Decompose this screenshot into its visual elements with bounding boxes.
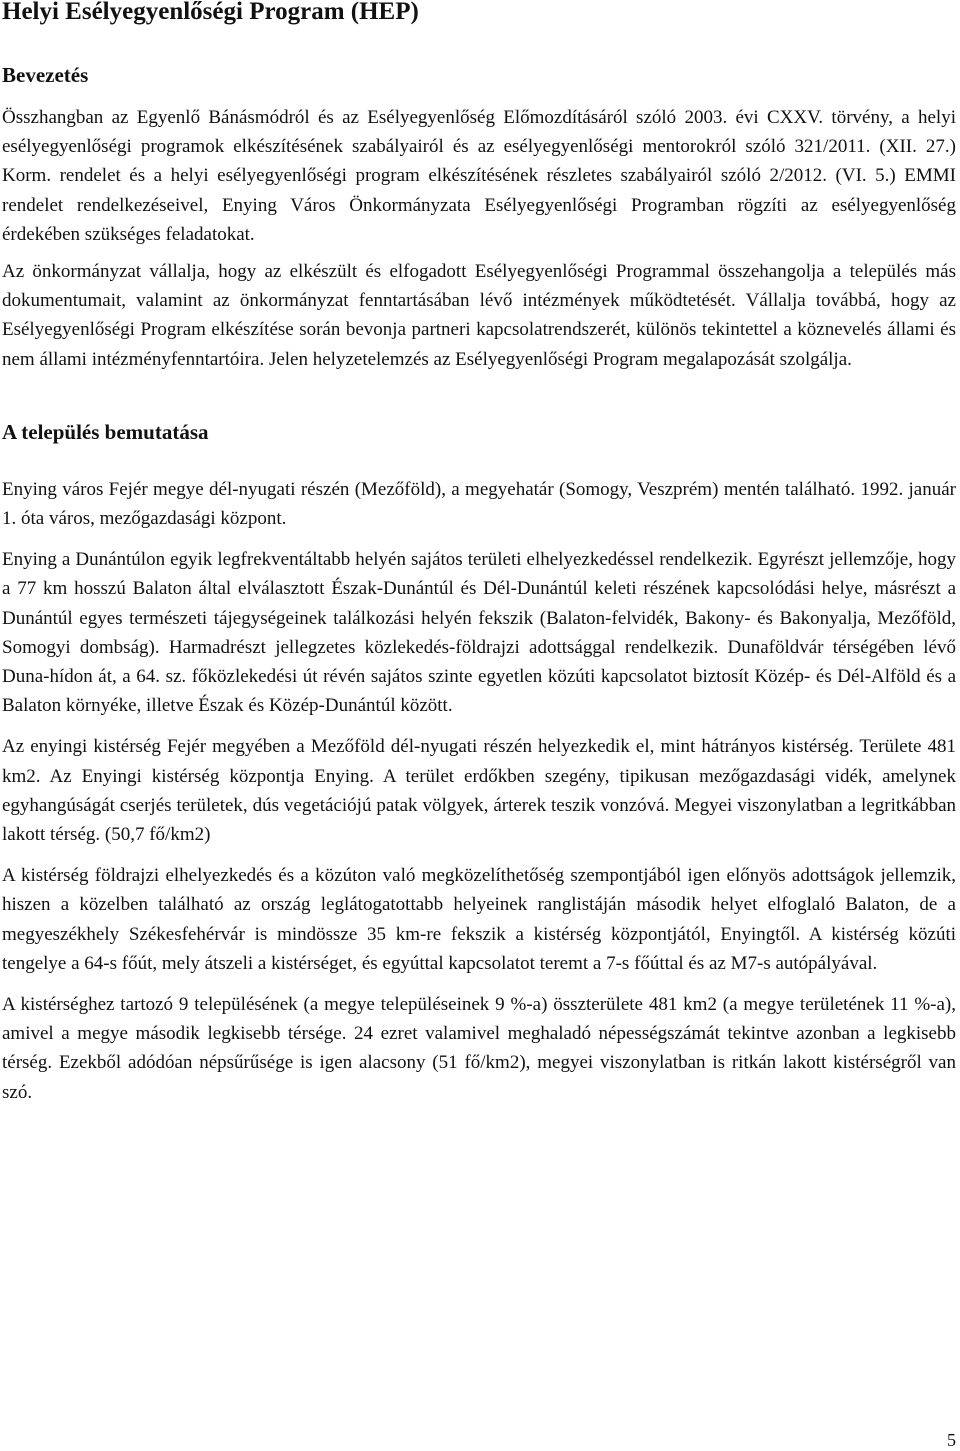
paragraph: Az enyingi kistérség Fejér megyében a Mezőföld dél-nyugati részén helyezkedik el, mint hátrányos kistérség. Területe 481 km2. Az Enyingi kistérség központja Enying. A terület erdőkben szegény, tipikusan mezőgazdasági vidék, amelynek egyhangúságát cserjés területek, dús vegetációjú patak völgyek, árterek teszik vonzóvá. Megyei viszonylatban a legritkábban lakott térség. (50,7 fő/km2) [2,736,956,846]
section-heading-settlement: A település bemutatása [2,419,209,444]
section-heading-introduction: Bevezetés [2,63,89,87]
paragraph: Enying város Fejér megye dél-nyugati részén (Mezőföld), a megyehatár (Somogy, Veszprém) mentén található. 1992. január 1. óta város, mezőgazdasági központ. [2,478,956,530]
paragraph: Enying a Dunántúlon egyik legfrekventáltabb helyén sajátos területi elhelyezkedéssel rendelkezik. Egyrészt jellemzője, hogy a 77 km hosszú Balaton által elválasztott Észak-Dunántúl és Dél-Dunántúl keleti részének kapcsolódási helye, másrészt a Dunántúl egyes természeti tájegységeinek találkozási helyén fekszik (Balaton-felvidék, Bakony- és Bakonyalja, Mezőföld, Somogyi dombság). Harmadrészt jellegzetes közlekedés-földrajzi adottsággal rendelkezik. Dunaföldvár térségében lévő Duna-hídon át, a 64. sz. főközlekedési út révén sajátos szinte egyetlen közúti kapcsolatot biztosít Közép- és Dél-Alföld és a Balaton környéke, illetve Észak és Közép-Dunántúl között. [2,549,956,717]
paragraph: A kistérség földrajzi elhelyezkedés és a közúton való megközelíthetőség szempontjából igen előnyös adottságok jellemzik, hiszen a közelben található az ország leglátogatottabb helyeinek ranglistáján második helyet elfoglaló Balaton, de a megyeszékhely Székesfehérvár is mindössze 35 km-re fekszik a kistérség központjától, Enyingtől. A kistérség közúti tengelye a 64-s főút, mely átszeli a kistérséget, és egyúttal kapcsolatot teremt a 7-s főúttal és az M7-s autópályával. [2,865,956,974]
paragraph: A kistérséghez tartozó 9 településének (a megye településeinek 9 %-a) összterülete 481 km2 (a megye területének 11 %-a), amivel a megye második legkisebb térsége. 24 ezret valamivel meghaladó népességszámát tekintve azonban a legkisebb térség. Ezekből adódóan népsűrűsége is igen alacsony (51 fő/km2), megyei viszonylatban is ritkán lakott kistérségről van szó. [2,994,956,1103]
document-title: Helyi Esélyegyenlőségi Program (HEP) [2,0,419,25]
paragraph: Összhangban az Egyenlő Bánásmódról és az Esélyegyenlőség Előmozdításáról szóló 2003. évi CXXV. törvény, a helyi esélyegyenlőségi programok elkészítésének szabályairól és az esélyegyenlőségi mentorokról szóló 321/2011. (XII. 27.) Korm. rendelet és a helyi esélyegyenlőségi program elkészítésének részletes szabályairól szóló 2/2012. (VI. 5.) EMMI rendelet rendelkezéseivel, Enying Város Önkormányzata Esélyegyenlőségi Programban rögzíti az esélyegyenlőség érdekében szükséges feladatokat. [2,107,956,245]
page-number: 5 [947,1430,956,1450]
paragraph: Az önkormányzat vállalja, hogy az elkészült és elfogadott Esélyegyenlőségi Programmal összehangolja a település más dokumentumait, valamint az önkormányzat fenntartásában lévő intézmények működtetését. Vállalja továbbá, hogy az Esélyegyenlőségi Program elkészítése során bevonja partneri kapcsolatrendszerét, különös tekintettel a köznevelés állami és nem állami intézményfenntartóira. Jelen helyzetelemzés az Esélyegyenlőségi Program megalapozását szolgálja. [2,261,956,370]
